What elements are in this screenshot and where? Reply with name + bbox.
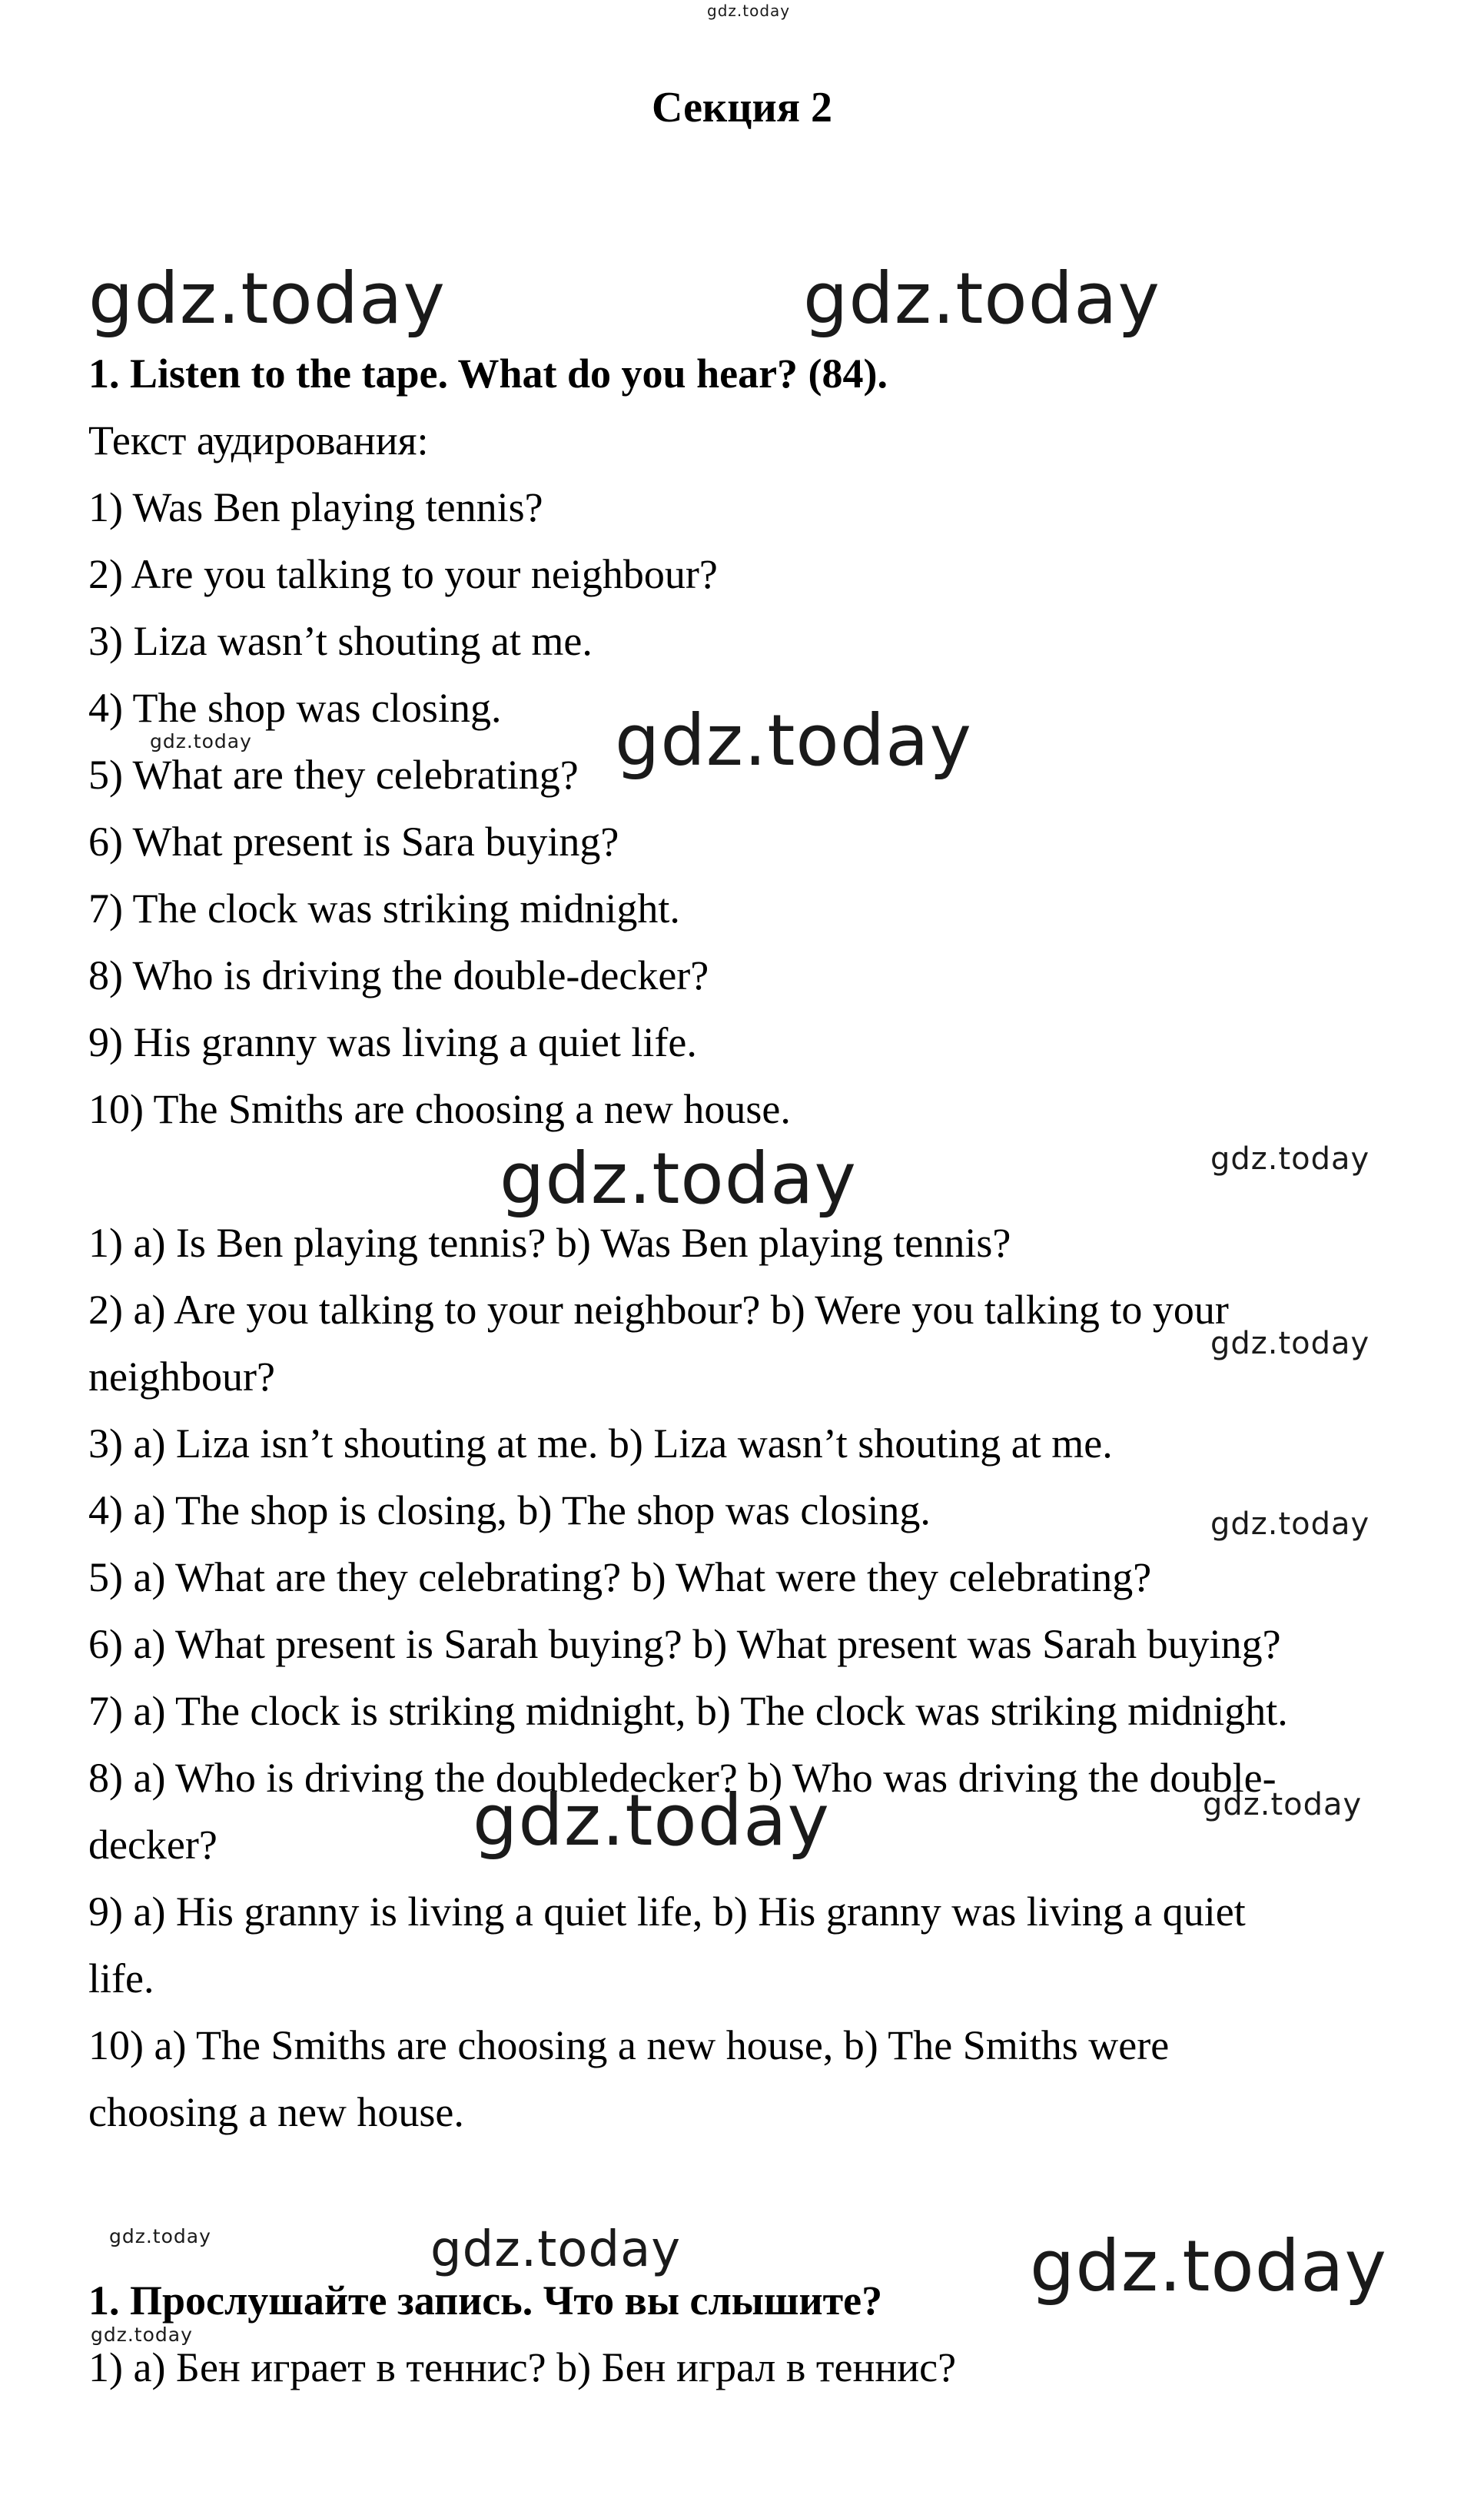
answer-line: 4) a) The shop is closing, b) The shop was closing. bbox=[88, 1487, 931, 1533]
section-title: Секция 2 bbox=[651, 84, 833, 131]
transcript-label: Текст аудирования: bbox=[88, 417, 429, 463]
watermark: gdz.today bbox=[707, 2, 791, 20]
answer-line: 3) a) Liza isn’t shouting at me. b) Liza wasn’t shouting at me. bbox=[88, 1420, 1113, 1467]
answer-line: 1) a) Is Ben playing tennis? b) Was Ben playing tennis? bbox=[88, 1220, 1011, 1266]
answer-line: 5) a) What are they celebrating? b) What were they celebrating? bbox=[88, 1554, 1152, 1600]
answer-line: 9) a) His granny is living a quiet life, b) His granny was living a quiet bbox=[88, 1888, 1246, 1935]
answer-line: 6) a) What present is Sarah buying? b) What present was Sarah buying? bbox=[88, 1621, 1281, 1667]
translation-line: 1) а) Бен играет в теннис? b) Бен играл в теннис? bbox=[88, 2344, 957, 2390]
transcript-line: 10) The Smiths are choosing a new house. bbox=[88, 1086, 791, 1132]
watermark: gdz.today bbox=[1210, 1141, 1370, 1177]
translation-heading: 1. Прослушайте запись. Что вы слышите? bbox=[88, 2277, 883, 2324]
watermark: gdz.today bbox=[1210, 1326, 1370, 1361]
watermark: gdz.today bbox=[109, 2225, 211, 2247]
watermark: gdz.today bbox=[430, 2221, 682, 2278]
transcript-line: 4) The shop was closing. bbox=[88, 685, 502, 731]
answer-line: 8) a) Who is driving the doubledecker? b) Who was driving the double- bbox=[88, 1755, 1277, 1801]
answer-line: neighbour? bbox=[88, 1354, 275, 1400]
transcript-line: 5) What are they celebrating? bbox=[88, 752, 579, 798]
watermark: gdz.today bbox=[88, 257, 446, 340]
transcript-line: 7) The clock was striking midnight. bbox=[88, 885, 680, 932]
watermark: gdz.today bbox=[1203, 1787, 1363, 1822]
transcript-line: 8) Who is driving the double-decker? bbox=[88, 952, 709, 998]
watermark: gdz.today bbox=[473, 1779, 830, 1862]
watermark: gdz.today bbox=[91, 2324, 193, 2346]
exercise-heading: 1. Listen to the tape. What do you hear? (84). bbox=[88, 350, 888, 397]
watermark: gdz.today bbox=[500, 1138, 857, 1220]
watermark: gdz.today bbox=[1030, 2225, 1387, 2307]
watermark: gdz.today bbox=[615, 699, 972, 782]
answer-line: life. bbox=[88, 1955, 154, 2001]
watermark: gdz.today bbox=[150, 730, 252, 752]
transcript-line: 9) His granny was living a quiet life. bbox=[88, 1019, 697, 1065]
transcript-line: 2) Are you talking to your neighbour? bbox=[88, 551, 718, 597]
watermark: gdz.today bbox=[1210, 1506, 1370, 1542]
answer-line: 10) a) The Smiths are choosing a new house, b) The Smiths were bbox=[88, 2022, 1170, 2068]
answer-line: decker? bbox=[88, 1822, 217, 1868]
transcript-line: 6) What present is Sara buying? bbox=[88, 819, 619, 865]
answer-line: 7) a) The clock is striking midnight, b) The clock was striking midnight. bbox=[88, 1688, 1288, 1734]
transcript-line: 3) Liza wasn’t shouting at me. bbox=[88, 618, 593, 664]
transcript-line: 1) Was Ben playing tennis? bbox=[88, 484, 543, 530]
answer-line: 2) a) Are you talking to your neighbour? b) Were you talking to your bbox=[88, 1287, 1229, 1333]
watermark: gdz.today bbox=[803, 257, 1160, 340]
answer-line: choosing a new house. bbox=[88, 2089, 464, 2135]
